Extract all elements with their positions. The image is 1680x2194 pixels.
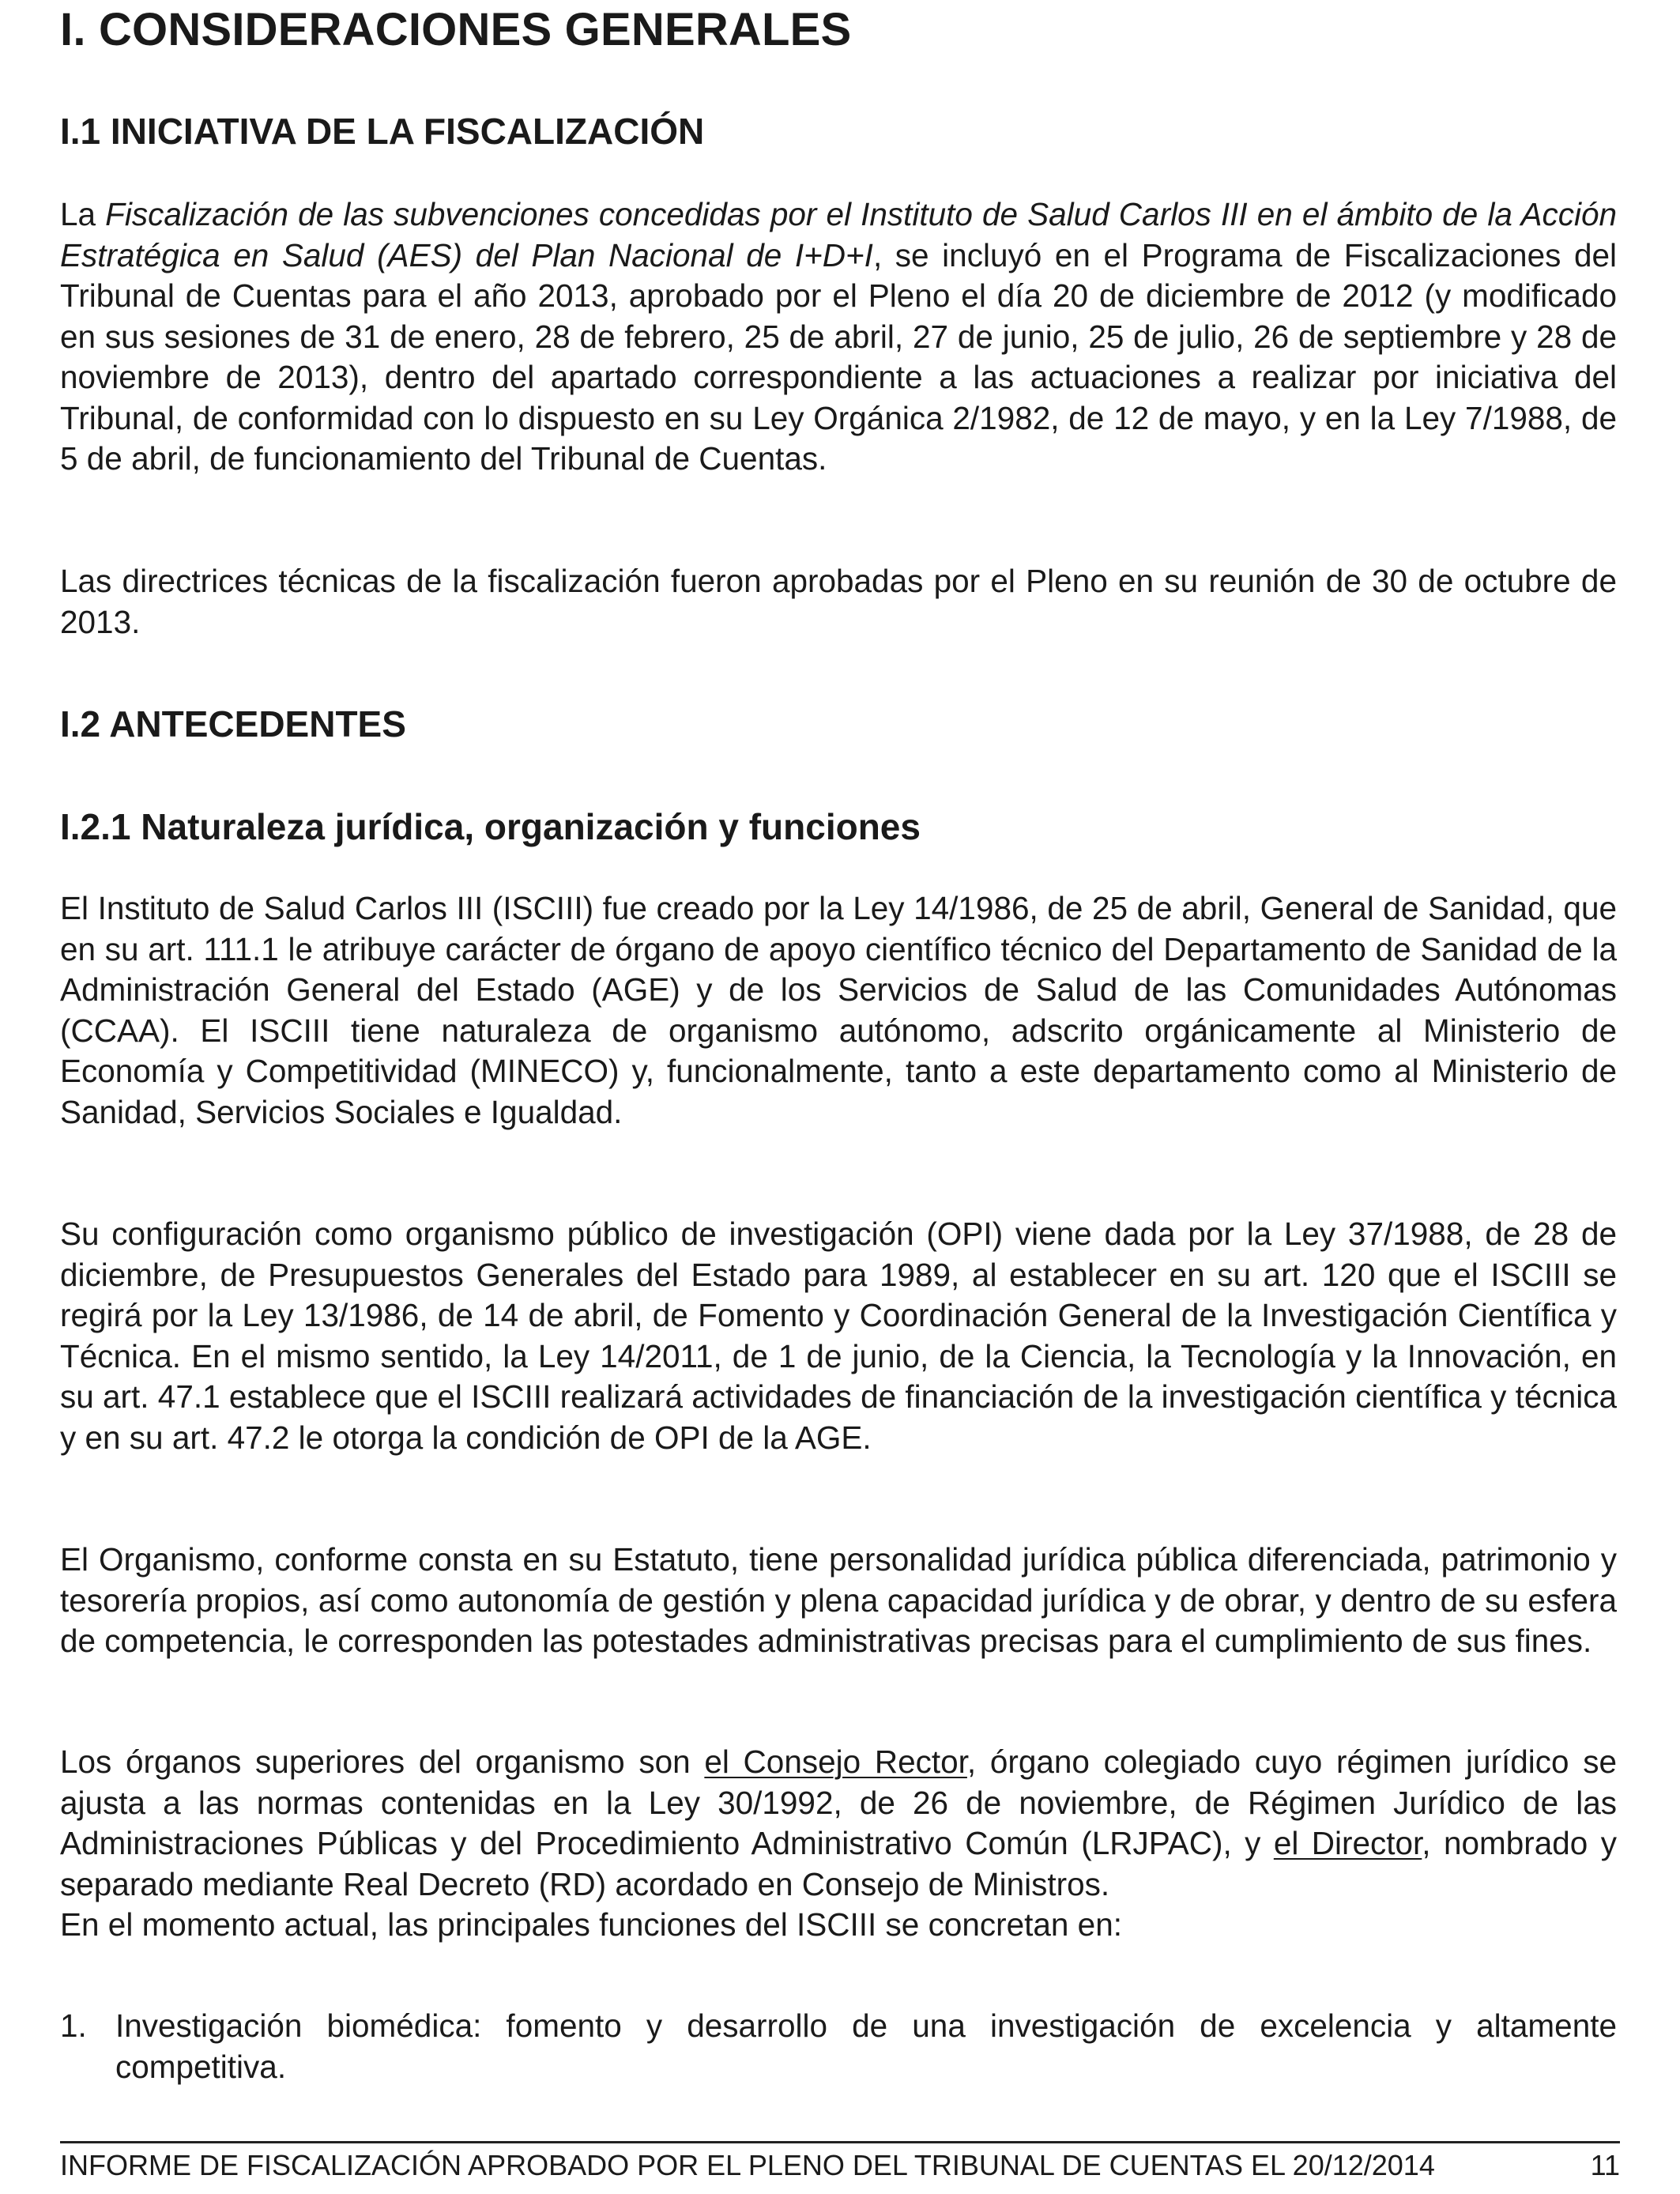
paragraph-iniciativa [60, 194, 1617, 480]
paragraph-rest: , se incluyó en el Programa de Fiscalizaciones del Tribunal de Cuentas para el año 2013, aprobado por el Pleno el día 20 de diciembre de 2012 (y modificado en sus sesiones de 31 de enero, 28 de febrero, 25 de abril, 27 de junio, 25 de julio, 26 de septiembre y 28 de noviembre de 2013), dentro del apartado correspondiente a las actuaciones a realizar por iniciativa del Tribunal, de conformidad con lo dispuesto en su Ley Orgánica 2/1982, de 12 de mayo, y en la Ley 7/1988, de 5 de abril, de funcionamiento del Tribunal de Cuentas. [60, 236, 1618, 477]
page-footer [60, 2148, 1620, 2183]
footer-rule [60, 2141, 1620, 2143]
paragraph-funciones-intro: En el momento actual, las principales funciones del ISCIII se concretan en: [60, 1906, 1122, 1943]
paragraph-configuracion-opi: Su configuración como organismo público de investigación (OPI) viene dada por la Ley 37/1988, de 28 de diciembre, de Presupuestos Generales del Estado para 1989, al establecer en su art. 120 que el ISCIII se regirá por la Ley 13/1986, de 14 de abril, de Fomento y Coordinación General de la Investigación Científica y Técnica. En el mismo sentido, la Ley 14/2011, de 1 de junio, de la Ciencia, la Tecnología y la Innovación, en su art. 47.1 establece que el ISCIII realizará actividades de financiación de la investigación científica y técnica y en su art. 47.2 le otorga la condición de OPI de la AGE. [60, 1216, 1617, 1456]
main-heading: I. CONSIDERACIONES GENERALES [60, 4, 852, 55]
paragraph-directrices: Las directrices técnicas de la fiscalización fueron aprobadas por el Pleno en su reunión de 30 de octubre de 2013. [60, 563, 1617, 640]
section-title-1-2-1: I.2.1 Naturaleza jurídica, organización y funciones [60, 806, 921, 847]
list-item-text: Investigación biomédica: fomento y desarrollo de una investigación de excelencia y altamente competitiva. [115, 2007, 1617, 2085]
organos-text-b: , órgano colegiado cuyo régimen jurídico se ajusta a las normas contenidas en la Ley 30/1992, de 26 de noviembre, de Régimen Jurídico de las Administraciones Públicas y del Procedimiento Administrativo Común (LRJPAC), y [60, 1744, 1618, 1861]
consejo-rector-underlined: el Consejo Rector [704, 1744, 967, 1780]
section-title-1-2: I.2 ANTECEDENTES [60, 703, 406, 745]
organos-text-a: Los órganos superiores del organismo son [60, 1744, 705, 1780]
audit-title-italic: Fiscalización de las subvenciones concedidas por el Instituto de Salud Carlos III en el ámbito de la Acción Estratégica en Salud (AES) del Plan Nacional de I+D+I [60, 196, 1617, 273]
paragraph-lead: La [60, 196, 106, 232]
organos-text-c: , nombrado y separado mediante Real Decreto (RD) acordado en Consejo de Ministros. [60, 1825, 1618, 1902]
paragraph-naturaleza: El Instituto de Salud Carlos III (ISCIII) fue creado por la Ley 14/1986, de 25 de abril, General de Sanidad, que en su art. 111.1 le atribuye carácter de órgano de apoyo científico técnico del Departamento de Sanidad de la Administración General del Estado (AGE) y de los Servicios de Salud de las Comunidades Autónomas (CCAA). El ISCIII tiene naturaleza de organismo autónomo, adscrito orgánicamente al Ministerio de Economía y Competitividad (MINECO) y, funcionalmente, tanto a este departamento como al Ministerio de Sanidad, Servicios Sociales e Igualdad. [60, 890, 1617, 1130]
page-number: 11 [1590, 2149, 1620, 2181]
director-underlined: el Director [1273, 1825, 1422, 1861]
paragraph-organos [60, 1742, 1617, 1905]
list-item-number: 1. [60, 2007, 87, 2044]
footer-text: INFORME DE FISCALIZACIÓN APROBADO POR EL PLENO DEL TRIBUNAL DE CUENTAS EL 20/12/2014 [60, 2149, 1435, 2181]
section-title-1-1: I.1 INICIATIVA DE LA FISCALIZACIÓN [60, 111, 705, 152]
paragraph-organismo: El Organismo, conforme consta en su Estatuto, tiene personalidad jurídica pública diferenciada, patrimonio y tesorería propios, así como autonomía de gestión y plena capacidad jurídica y de obrar, y dentro de su esfera de competencia, le corresponden las potestades administrativas precisas para el cumplimiento de sus fines. [60, 1541, 1617, 1659]
list-item [60, 2006, 1617, 2087]
